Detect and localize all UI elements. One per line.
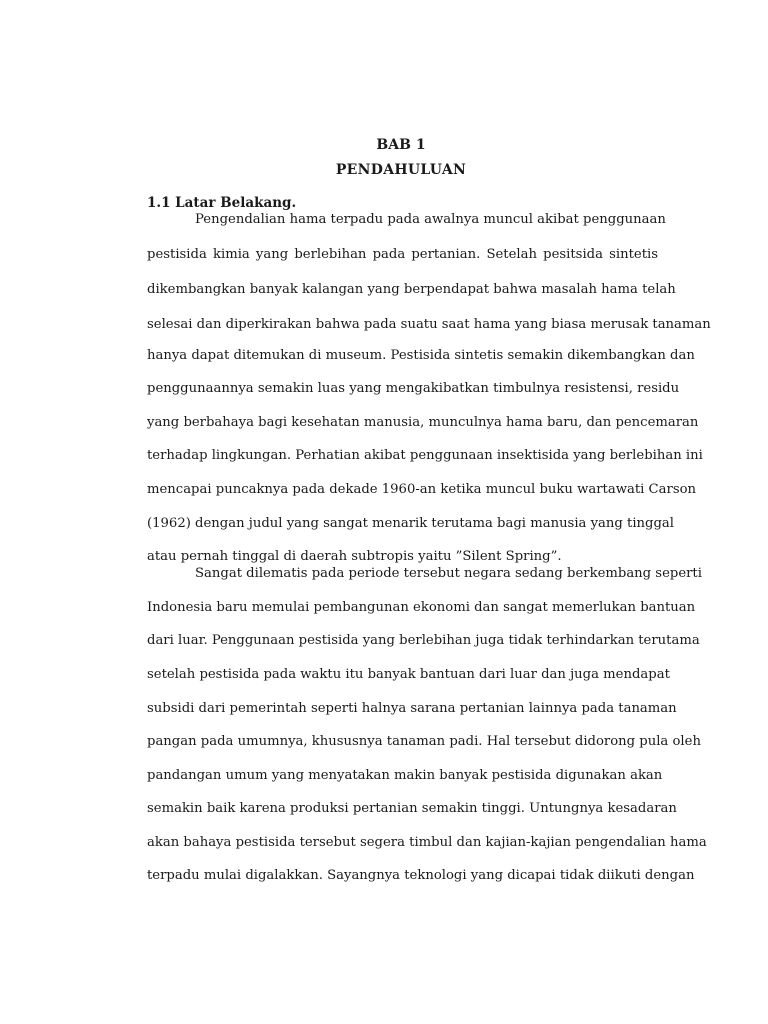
paragraph-line: Indonesia baru memulai pembangunan ekonomi dan sangat memerlukan bantuan	[147, 600, 696, 615]
paragraph-line: atau pernah tinggal di daerah subtropis yaitu ”Silent Spring”.	[147, 549, 562, 564]
paragraph-line: akan bahaya pestisida tersebut segera timbul dan kajian-kajian pengendalian hama	[147, 835, 707, 850]
paragraph-line: mencapai puncaknya pada dekade 1960-an ketika muncul buku wartawati Carson	[147, 482, 697, 497]
paragraph-line: dikembangkan banyak kalangan yang berpendapat bahwa masalah hama telah	[147, 282, 676, 297]
paragraph-line: (1962) dengan judul yang sangat menarik terutama bagi manusia yang tinggal	[147, 516, 675, 531]
paragraph-line: Sangat dilematis pada periode tersebut negara sedang berkembang seperti	[195, 566, 702, 581]
chapter-number: BAB 1	[376, 137, 426, 153]
paragraph-line: semakin baik karena produksi pertanian semakin tinggi. Untungnya kesadaran	[147, 801, 677, 816]
paragraph-line: dari luar. Penggunaan pestisida yang berlebihan juga tidak terhindarkan terutama	[147, 633, 700, 648]
paragraph-line: yang berbahaya bagi kesehatan manusia, munculnya hama baru, dan pencemaran	[147, 415, 699, 430]
paragraph-line: pestisida kimia yang berlebihan pada pertanian. Setelah pesitsida sintetis	[147, 247, 658, 262]
paragraph-line: terpadu mulai digalakkan. Sayangnya teknologi yang dicapai tidak diikuti dengan	[147, 868, 695, 883]
paragraph-line: penggunaannya semakin luas yang mengakibatkan timbulnya resistensi, residu	[147, 381, 680, 396]
section-heading: 1.1 Latar Belakang.	[147, 195, 297, 211]
paragraph-line: selesai dan diperkirakan bahwa pada suatu saat hama yang biasa merusak tanaman	[147, 317, 711, 332]
paragraph-line: pandangan umum yang menyatakan makin banyak pestisida digunakan akan	[147, 768, 663, 783]
paragraph-line: Pengendalian hama terpadu pada awalnya muncul akibat penggunaan	[195, 212, 666, 227]
chapter-title: PENDAHULUAN	[335, 162, 467, 178]
paragraph-line: terhadap lingkungan. Perhatian akibat penggunaan insektisida yang berlebihan ini	[147, 448, 703, 463]
paragraph-line: setelah pestisida pada waktu itu banyak bantuan dari luar dan juga mendapat	[147, 667, 670, 682]
paragraph-line: hanya dapat ditemukan di museum. Pestisida sintetis semakin dikembangkan dan	[147, 348, 695, 363]
paragraph-line: subsidi dari pemerintah seperti halnya sarana pertanian lainnya pada tanaman	[147, 701, 677, 716]
paragraph-line: pangan pada umumnya, khususnya tanaman padi. Hal tersebut didorong pula oleh	[147, 734, 701, 749]
